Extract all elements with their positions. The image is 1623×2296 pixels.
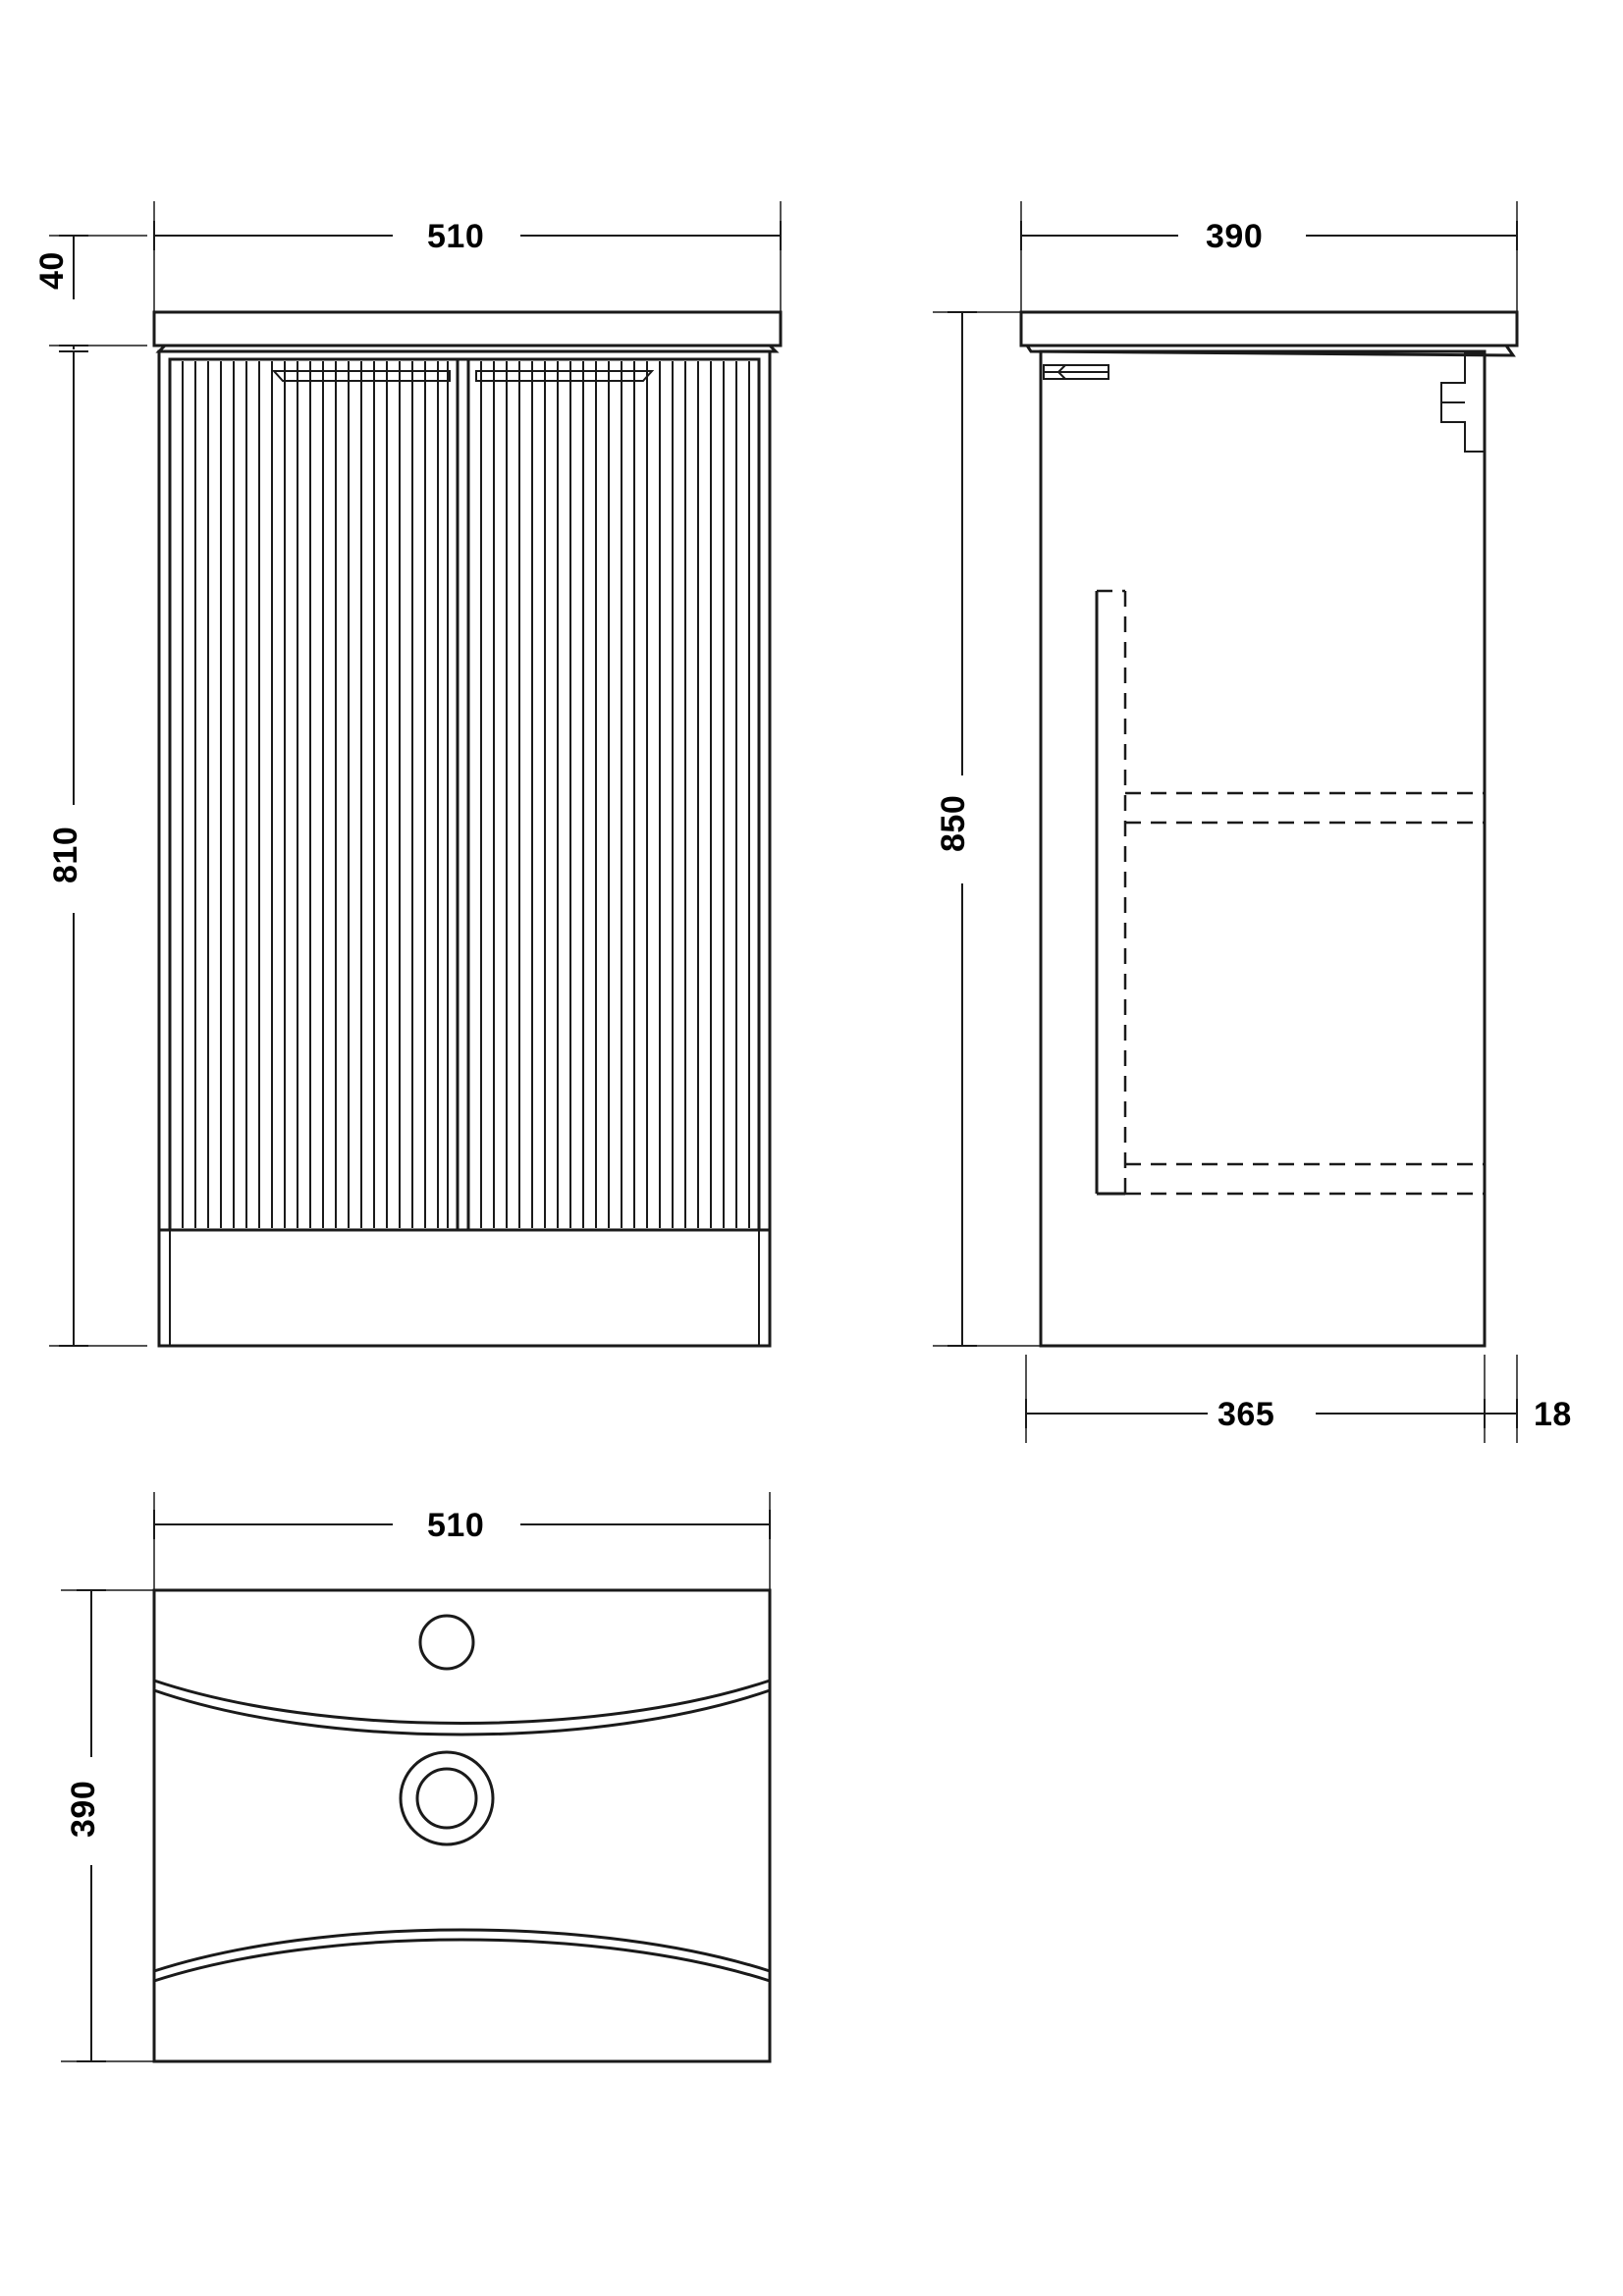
front-left-door-flutes	[183, 361, 448, 1228]
dim-label-side-cabinet-depth: 365	[1217, 1396, 1275, 1433]
plan-view	[61, 1492, 770, 2061]
front-right-door-flutes	[481, 361, 749, 1228]
dim-label-plan-depth: 390	[65, 1780, 102, 1838]
plan-bowl-upper-curve-2	[154, 1690, 770, 1735]
side-top-hinge-detail	[1044, 365, 1109, 379]
front-right-door-handle	[476, 371, 652, 381]
plan-waste-outer	[401, 1752, 493, 1844]
plan-bowl-lower-curve-2	[154, 1940, 770, 1981]
dim-label-side-height: 850	[935, 794, 972, 852]
front-elevation-view	[49, 201, 781, 1346]
dim-label-plan-width: 510	[427, 1507, 485, 1544]
plan-bowl-upper-curve	[154, 1681, 770, 1724]
dim-label-side-depth: 390	[1206, 218, 1264, 255]
plan-bowl-lower-curve	[154, 1930, 770, 1971]
dim-label-front-width: 510	[427, 218, 485, 255]
dim-side-overhang	[1485, 1355, 1517, 1443]
front-countertop	[154, 312, 781, 346]
plan-waste-inner	[417, 1769, 476, 1828]
plan-basin-outline	[154, 1590, 770, 2061]
side-internal-hidden-lines	[1097, 591, 1485, 1194]
dim-label-front-counter-thickness: 40	[33, 251, 71, 290]
side-countertop	[1021, 312, 1517, 346]
side-elevation-view	[933, 201, 1517, 1443]
side-right-bracket-detail	[1441, 353, 1485, 452]
front-cabinet-body	[159, 351, 770, 1346]
dim-side-depth	[1021, 201, 1517, 314]
dim-label-side-overhang: 18	[1534, 1396, 1572, 1433]
plan-tap-hole	[420, 1616, 473, 1669]
side-internal-solid-edges	[1097, 591, 1125, 1194]
dim-label-front-height: 810	[47, 826, 84, 883]
side-cabinet-body	[1041, 351, 1485, 1346]
